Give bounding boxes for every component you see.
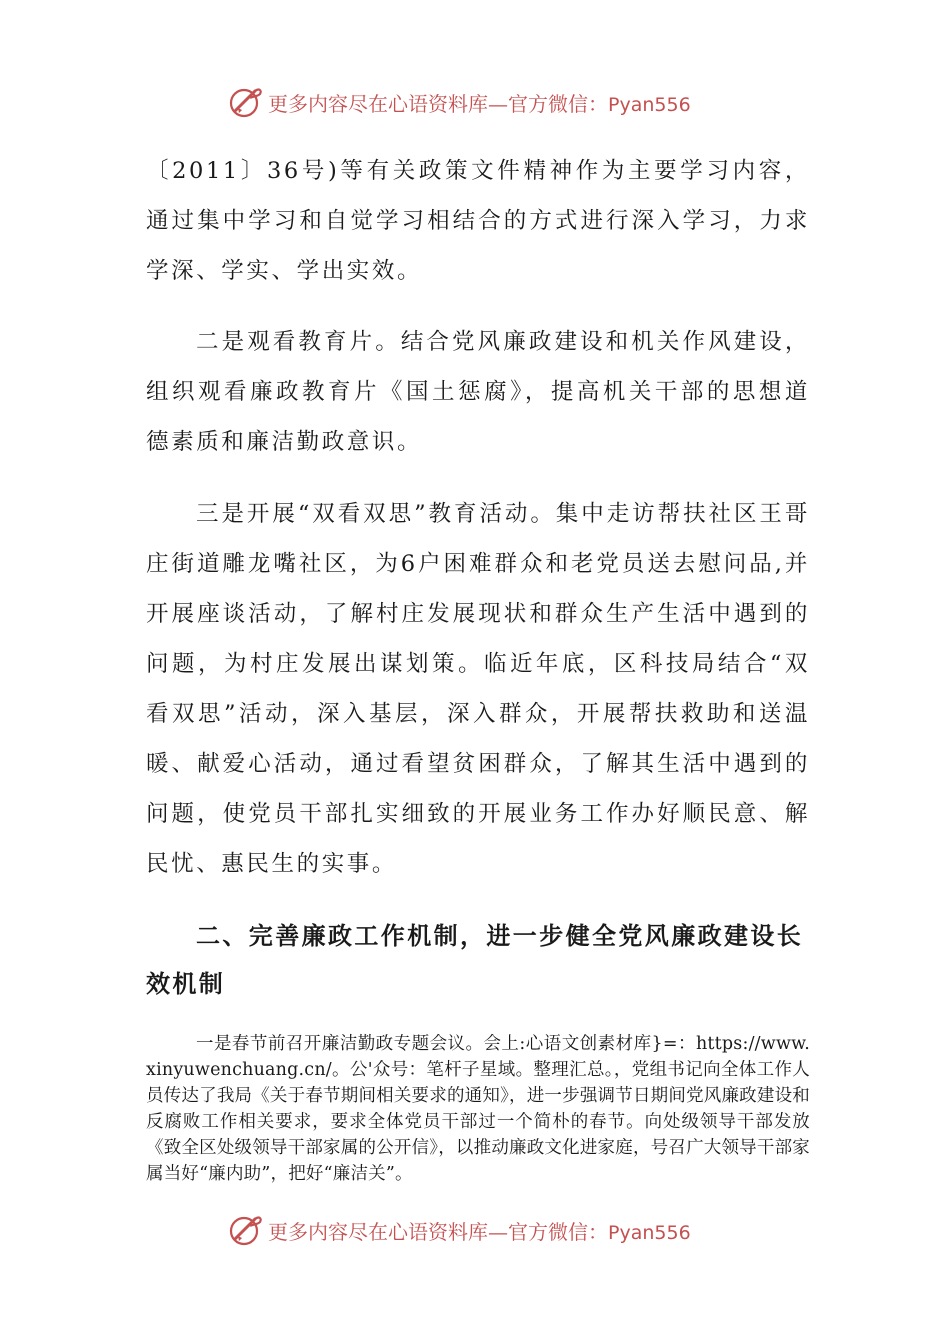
- paragraph-3: 三是开展“双看双思”教育活动。集中走访帮扶社区王哥庄街道雕龙嘴社区，为6户困难群众和老党员送去慰问品,并开展座谈活动，了解村庄发展现状和群众生产生活中遇到的问题，为村庄发展出谋划策。临近年底，区科技局结合“双看双思”活动，深入基层，深入群众，开展帮扶救助和送温暖、献爱心活动，通过看望贫困群众，了解其生活中遇到的问题，使党员干部扎实细致的开展业务工作办好顺民意、解民忧、惠民生的实事。: [146, 501, 810, 877]
- quill-logo-icon: [228, 84, 264, 120]
- small-paragraph: 一是春节前召开廉洁勤政专题会议。会上:心语文创素材库}=：https://www.xinyuwenchuang.cn/。公'众号：笔杆子星域。整理汇总。，党组书记向全体工作人员传达了我局《关于春节期间相关要求的通知》，进一步强调节日期间党风廉政建设和反腐败工作相关要求，要求全体党员干部过一个简朴的春节。向处级领导干部发放《致全区处级领导干部家属的公开信》，以推动廉政文化进家庭，号召广大领导干部家属当好“廉内助”，把好“廉洁关”。: [146, 1034, 810, 1184]
- paragraph-2: 二是观看教育片。结合党风廉政建设和机关作风建设，组织观看廉政教育片《国土惩腐》，提高机关干部的思想道德素质和廉洁勤政意识。: [146, 329, 810, 455]
- header-watermark-banner: [228, 82, 728, 122]
- paragraph-1: 〔2011〕36号)等有关政策文件精神作为主要学习内容，通过集中学习和自觉学习相结合的方式进行深入学习，力求学深、学实、学出实效。: [146, 158, 810, 284]
- footer-watermark-banner: [228, 1210, 728, 1250]
- quill-logo-icon: [228, 1212, 264, 1248]
- banner-text: 更多内容尽在心语资料库—官方微信：Pyan556: [268, 91, 691, 116]
- section-heading: 二、完善廉政工作机制，进一步健全党风廉政建设长效机制: [146, 922, 804, 998]
- banner-text: 更多内容尽在心语资料库—官方微信：Pyan556: [268, 1219, 691, 1244]
